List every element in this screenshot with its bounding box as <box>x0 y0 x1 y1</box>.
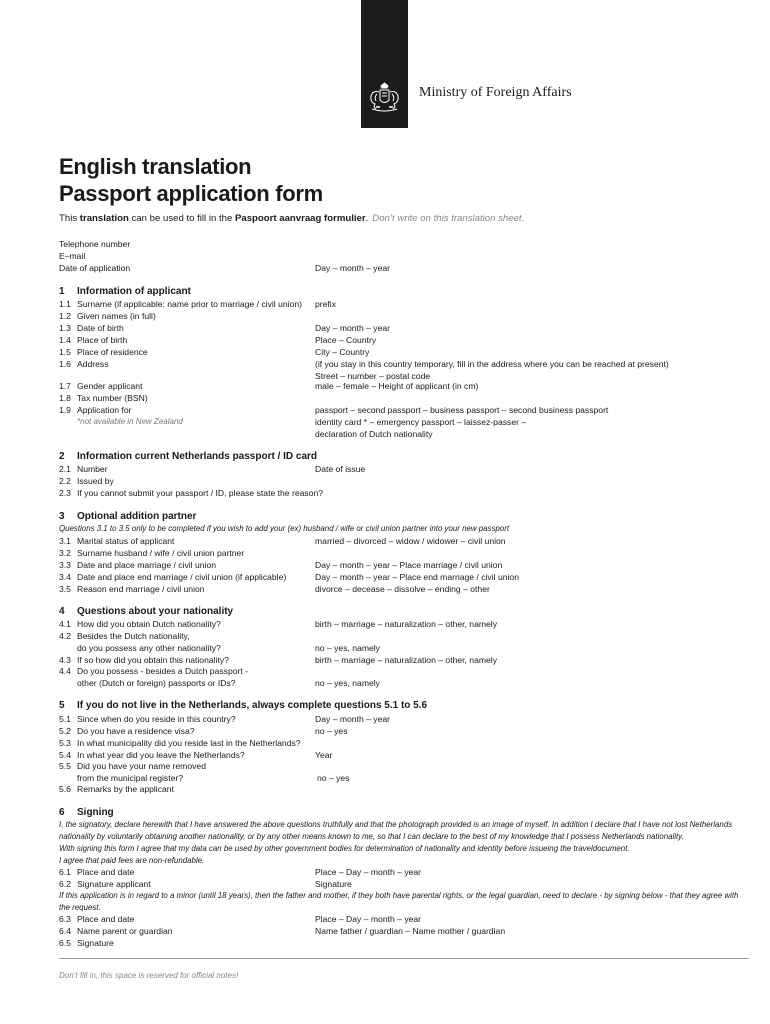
dutch-royal-crest-icon <box>366 82 403 114</box>
item-number: 6.2 <box>59 879 71 889</box>
title-line-2: Passport application form <box>59 181 323 206</box>
item-label: Date of birth <box>77 323 124 333</box>
section-title: Information of applicant <box>77 286 191 297</box>
section-number: 2 <box>59 451 65 462</box>
item-number: 1.4 <box>59 335 71 345</box>
item-label: Issued by <box>77 476 114 486</box>
item-number: 4.3 <box>59 655 71 665</box>
item-label: Remarks by the applicant <box>77 784 174 794</box>
section-title: Information current Netherlands passport / ID card <box>77 451 318 462</box>
item-value: Signature <box>315 879 352 889</box>
item-number: 6.3 <box>59 914 71 924</box>
intro-part-4: Paspoort aanvraag formulier <box>234 213 366 224</box>
item-label: Surname husband / wife / civil union partner <box>77 548 245 558</box>
section-title: Optional addition partner <box>77 511 197 522</box>
item-number: 5.4 <box>59 750 71 760</box>
date-application-label: Date of application <box>59 263 131 273</box>
item-label: Name parent or guardian <box>77 926 173 936</box>
item-number: 4.2 <box>59 631 71 641</box>
official-notes-footer: Don’t fill in, this space is reserved for official notes! <box>59 971 239 980</box>
item-value: City – Country <box>315 347 370 357</box>
item-number: 6.5 <box>59 938 71 948</box>
item-note: *not available in New Zealand <box>77 417 183 426</box>
item-value: prefix <box>315 299 337 309</box>
item-label: Tax number (BSN) <box>77 393 148 403</box>
item-label: Date and place marriage / civil union <box>77 560 217 570</box>
item-value: Place – Day – month – year <box>315 914 422 924</box>
agreement-text: With signing this form I agree that my data can be used by other government bodies for determination of nationality and identity before issueing the traveldocument. <box>59 844 630 853</box>
footer-divider <box>59 958 749 959</box>
item-number: 3.2 <box>59 548 71 558</box>
item-label: do you possess any other nationality? <box>77 643 221 653</box>
item-value: no – yes, namely <box>315 643 380 653</box>
item-label: Number <box>77 464 108 474</box>
item-value: Date of issue <box>315 464 366 474</box>
item-value: (if you stay in this country temporary, fill in the address where you can be reached at present) <box>315 359 669 369</box>
item-label: How did you obtain Dutch nationality? <box>77 619 221 629</box>
section-number: 5 <box>59 700 65 711</box>
item-label: Did you have your name removed <box>77 761 206 771</box>
intro-part-3: can be used to fill in the <box>128 213 235 224</box>
item-label: If so how did you obtain this nationality? <box>77 655 229 665</box>
item-number: 1.6 <box>59 359 71 369</box>
item-number: 6.1 <box>59 867 71 877</box>
page-title <box>59 153 323 207</box>
item-number: 1.2 <box>59 311 71 321</box>
item-value: birth – marriage – naturalization – other, namely <box>315 619 497 629</box>
item-value: birth – marriage – naturalization – other, namely <box>315 655 497 665</box>
item-label: Since when do you reside in this country? <box>77 714 236 724</box>
item-number: 3.3 <box>59 560 71 570</box>
minor-text: If this application is in regard to a minor (until 18 years), then the father and mother, if they both have parental rights, or the legal guardian, need to declare - by signing below - that they agree with the request. <box>59 891 739 912</box>
item-label: Surname (if applicable: name prior to marriage / civil union) <box>77 299 302 309</box>
item-label: If you cannot submit your passport / ID, please state the reason? <box>77 488 324 498</box>
item-number: 5.3 <box>59 738 71 748</box>
item-number: 3.1 <box>59 536 71 546</box>
item-number: 1.7 <box>59 381 71 391</box>
section-title: Questions about your nationality <box>77 606 234 617</box>
item-value: Place – Day – month – year <box>315 867 422 877</box>
section-title: If you do not live in the Netherlands, always complete questions 5.1 to 5.6 <box>77 700 428 711</box>
item-label: In what municipality did you reside last in the Netherlands? <box>77 738 301 748</box>
item-number: 1.1 <box>59 299 71 309</box>
item-label: Place of birth <box>77 335 128 345</box>
logo-bar <box>361 0 408 128</box>
section-number: 6 <box>59 807 65 818</box>
item-value: identity card * – emergency passport – laissez-passer – <box>315 417 527 427</box>
item-label: Application for <box>77 405 132 415</box>
item-number: 4.1 <box>59 619 71 629</box>
declaration-text: I, the signatory, declare herewith that I have answered the above questions truthfully and that the photograph provided is an image of myself. In addition I declare that I have not lost Netherlands nationality by voluntarily obtaining another nationality, or by any other means known to me, so that I can declare to the best of my knowledge that I possess Netherlands nationality. <box>59 820 733 841</box>
item-label: Besides the Dutch nationality, <box>77 631 190 641</box>
item-number: 6.4 <box>59 926 71 936</box>
item-value: Day – month – year – Place marriage / civil union <box>315 560 503 570</box>
item-label: Do you have a residence visa? <box>77 726 195 736</box>
telephone-label: Telephone number <box>59 239 131 249</box>
section-title: Signing <box>77 807 114 818</box>
section-number: 4 <box>59 606 65 617</box>
item-label: Address <box>77 359 109 369</box>
item-value: Name father / guardian – Name mother / guardian <box>315 926 506 936</box>
item-value: no – yes <box>315 726 348 736</box>
item-value: no – yes <box>317 773 350 783</box>
item-label: other (Dutch or foreign) passports or IDs? <box>77 678 236 688</box>
item-number: 1.3 <box>59 323 71 333</box>
item-number: 5.1 <box>59 714 71 724</box>
item-label: Do you possess - besides a Dutch passport - <box>77 666 249 676</box>
item-label: In what year did you leave the Netherlands? <box>77 750 245 760</box>
item-value: married – divorced – widow / widower – civil union <box>315 536 506 546</box>
item-label: Signature <box>77 938 114 948</box>
item-number: 3.5 <box>59 584 71 594</box>
item-value: Street – number – postal code <box>315 371 431 381</box>
ministry-name: Ministry of Foreign Affairs <box>419 85 572 100</box>
item-number: 2.2 <box>59 476 71 486</box>
item-label: Signature applicant <box>77 879 151 889</box>
item-number: 2.1 <box>59 464 71 474</box>
intro-warning: Don’t write on this translation sheet. <box>372 213 525 224</box>
item-number: 2.3 <box>59 488 71 498</box>
item-number: 5.2 <box>59 726 71 736</box>
item-number: 1.8 <box>59 393 71 403</box>
item-number: 5.5 <box>59 761 71 771</box>
item-value: Day – month – year <box>315 323 390 333</box>
item-value: Place – Country <box>315 335 377 345</box>
intro-part-1: This <box>59 213 80 224</box>
intro-part-5: . <box>365 213 369 224</box>
item-value: declaration of Dutch nationality <box>315 429 433 439</box>
item-label: Place and date <box>77 867 135 877</box>
item-value: divorce – decease – dissolve – ending – other <box>315 584 490 594</box>
item-value: Year <box>315 750 333 760</box>
item-number: 1.9 <box>59 405 71 415</box>
intro-part-2: translation <box>79 213 129 224</box>
title-line-1: English translation <box>59 154 252 179</box>
item-label: from the municipal register? <box>77 773 184 783</box>
section-3-note: Questions 3.1 to 3.5 only to be completed if you wish to add your (ex) husband / wife or civil union partner into your new passport <box>59 524 510 533</box>
item-number: 3.4 <box>59 572 71 582</box>
item-value: passport – second passport – business passport – second business passport <box>315 405 609 415</box>
intro-text <box>59 213 524 224</box>
item-number: 5.6 <box>59 784 71 794</box>
item-label: Place and date <box>77 914 135 924</box>
item-label: Given names (in full) <box>77 311 156 321</box>
item-number: 4.4 <box>59 666 71 676</box>
item-label: Gender applicant <box>77 381 143 391</box>
item-number: 1.5 <box>59 347 71 357</box>
item-label: Reason end marriage / civil union <box>77 584 205 594</box>
item-value: Day – month – year – Place end marriage / civil union <box>315 572 519 582</box>
item-label: Date and place end marriage / civil union (if applicable) <box>77 572 287 582</box>
item-label: Place of residence <box>77 347 148 357</box>
date-application-format: Day – month – year <box>315 263 390 273</box>
email-label: E–mail <box>59 251 86 261</box>
section-number: 3 <box>59 511 65 522</box>
item-value: no – yes, namely <box>315 678 380 688</box>
item-value: male – female – Height of applicant (in cm) <box>315 381 479 391</box>
item-label: Marital status of applicant <box>77 536 175 546</box>
item-value: Day – month – year <box>315 714 390 724</box>
section-number: 1 <box>59 286 65 297</box>
fees-text: I agree that paid fees are non-refundable. <box>59 856 205 865</box>
